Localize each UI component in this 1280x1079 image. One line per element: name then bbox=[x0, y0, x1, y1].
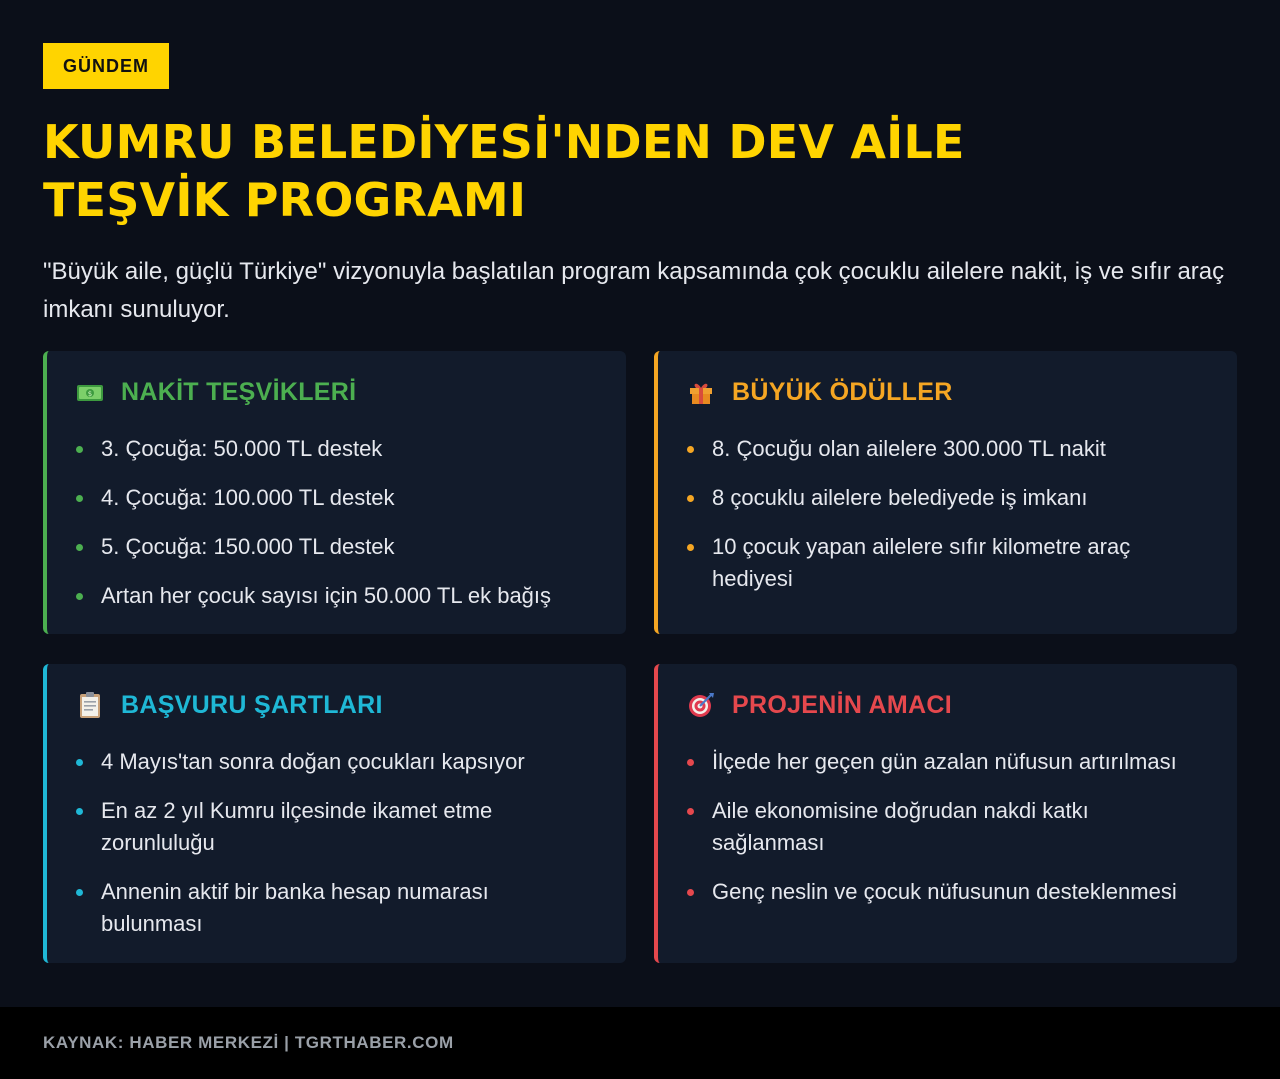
card-title: BÜYÜK ÖDÜLLER bbox=[732, 377, 953, 406]
bullet-dot bbox=[687, 446, 694, 453]
card-projenin-amaci bbox=[654, 664, 1237, 963]
card-header bbox=[686, 377, 1237, 407]
bullet-dot bbox=[687, 495, 694, 502]
bullet-dot bbox=[687, 889, 694, 896]
list-item: 4. Çocuğa: 100.000 TL destek bbox=[75, 482, 575, 514]
page-title: KUMRU BELEDİYESİ'NDEN DEV AİLE TEŞVİK PROGRAMI bbox=[43, 115, 965, 227]
gift-icon bbox=[686, 377, 716, 407]
list-item: En az 2 yıl Kumru ilçesinde ikamet etme zorunluluğu bbox=[75, 795, 515, 859]
footer bbox=[0, 1007, 1280, 1079]
bullet-dot bbox=[76, 808, 83, 815]
list-item: 4 Mayıs'tan sonra doğan çocukları kapsıyor bbox=[75, 746, 575, 778]
list-item: 10 çocuk yapan ailelere sıfır kilometre araç hediyesi bbox=[686, 531, 1156, 595]
svg-text:$: $ bbox=[87, 390, 93, 398]
list-item: 3. Çocuğa: 50.000 TL destek bbox=[75, 433, 575, 465]
card-basvuru-sartlari bbox=[43, 664, 626, 963]
category-badge: GÜNDEM bbox=[43, 43, 169, 89]
bullet-dot bbox=[76, 889, 83, 896]
card-header bbox=[75, 690, 626, 720]
source-credit: KAYNAK: HABER MERKEZİ | TGRTHABER.COM bbox=[43, 1033, 454, 1052]
list-item: Annenin aktif bir banka hesap numarası bulunması bbox=[75, 876, 515, 940]
card-title: NAKİT TEŞVİKLERİ bbox=[121, 377, 357, 406]
list-item: Artan her çocuk sayısı için 50.000 TL ek bağış bbox=[75, 580, 575, 612]
bullet-dot bbox=[687, 808, 694, 815]
bullet-dot bbox=[76, 544, 83, 551]
clipboard-icon bbox=[75, 690, 105, 720]
bullet-dot bbox=[76, 759, 83, 766]
bullet-dot bbox=[687, 759, 694, 766]
bullet-dot bbox=[687, 544, 694, 551]
card-item-list bbox=[686, 746, 1237, 908]
card-title: BAŞVURU ŞARTLARI bbox=[121, 690, 383, 719]
page-subtitle: "Büyük aile, güçlü Türkiye" vizyonuyla başlatılan program kapsamında çok çocuklu ailelere nakit, iş ve sıfır araç imkanı sunuluyor. bbox=[43, 258, 1225, 323]
list-item: Aile ekonomisine doğrudan nakdi katkı sağlanması bbox=[686, 795, 1126, 859]
card-buyuk-oduller bbox=[654, 351, 1237, 634]
bullet-dot bbox=[76, 495, 83, 502]
list-item: Genç neslin ve çocuk nüfusunun desteklenmesi bbox=[686, 876, 1186, 908]
card-nakit-tesvikleri bbox=[43, 351, 626, 634]
list-item: 5. Çocuğa: 150.000 TL destek bbox=[75, 531, 575, 563]
card-item-list bbox=[686, 433, 1237, 595]
card-title: PROJENİN AMACI bbox=[732, 690, 952, 719]
bullet-dot bbox=[76, 446, 83, 453]
card-header bbox=[686, 690, 1237, 720]
bullet-dot bbox=[76, 593, 83, 600]
header bbox=[43, 43, 1237, 329]
list-item: İlçede her geçen gün azalan nüfusun artırılması bbox=[686, 746, 1186, 778]
money-icon bbox=[75, 377, 105, 407]
card-item-list bbox=[75, 746, 626, 940]
list-item: 8 çocuklu ailelere belediyede iş imkanı bbox=[686, 482, 1186, 514]
list-item: 8. Çocuğu olan ailelere 300.000 TL nakit bbox=[686, 433, 1186, 465]
card-header bbox=[75, 377, 626, 407]
target-icon bbox=[686, 690, 716, 720]
card-item-list bbox=[75, 433, 626, 612]
